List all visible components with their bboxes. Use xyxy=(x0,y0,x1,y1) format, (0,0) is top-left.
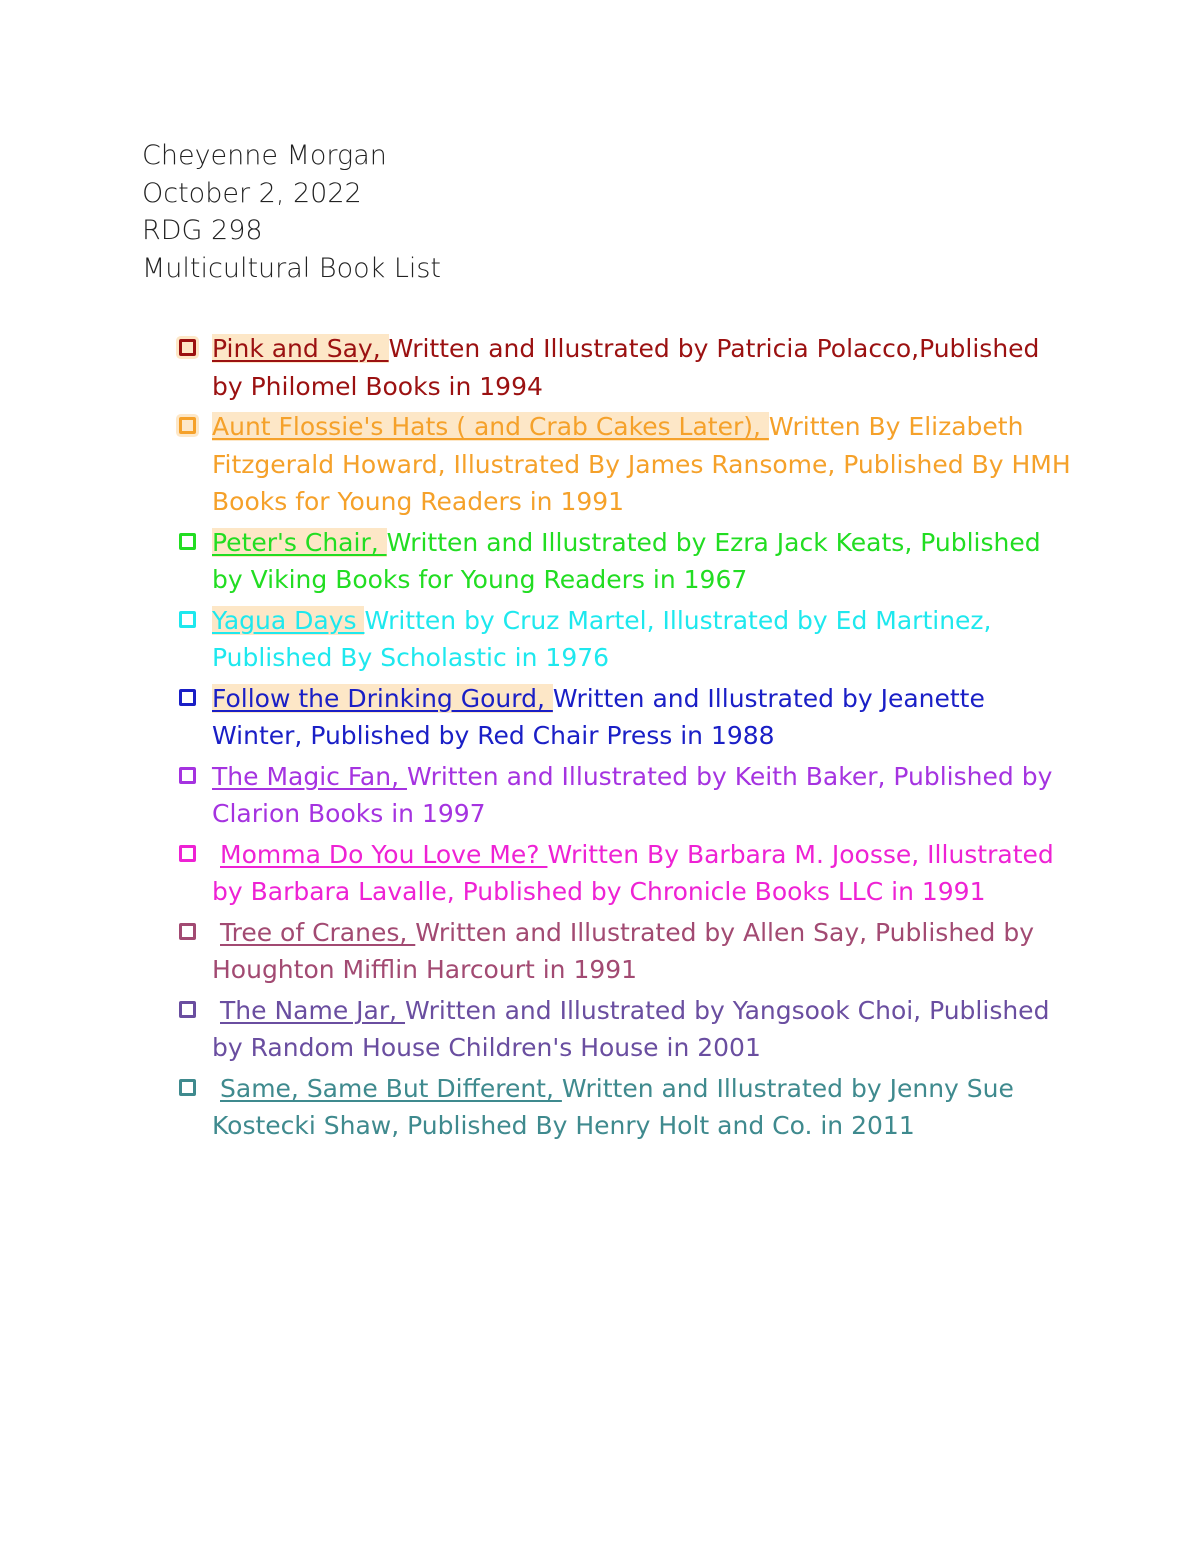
book-details: Written and Illustrated by Yangsook Choi, Published by Random House Children's House in 2001 xyxy=(212,995,1050,1062)
author-name: Cheyenne Morgan xyxy=(142,140,387,171)
book-details: Written and Illustrated by Ezra Jack Keats, Published by Viking Books for Young Readers in 1967 xyxy=(212,527,1041,594)
document-header xyxy=(142,137,441,287)
book-title[interactable]: Follow the Drinking Gourd, xyxy=(212,683,553,713)
document-title: Multicultural Book List xyxy=(142,252,442,284)
book-item xyxy=(176,330,1076,405)
book-title[interactable]: Pink and Say, xyxy=(212,334,389,363)
course-code: RDG 298 xyxy=(142,215,263,246)
book-title[interactable]: Yagua Days xyxy=(212,605,365,635)
book-title[interactable]: Aunt Flossie's Hats ( and Crab Cakes Later), xyxy=(212,412,769,441)
checkbox-icon[interactable] xyxy=(179,689,196,706)
book-details: Written and Illustrated by Allen Say, Published by Houghton Mifflin Harcourt in 1991 xyxy=(212,917,1035,984)
checkbox-icon[interactable] xyxy=(179,1001,196,1018)
book-item xyxy=(176,408,1076,521)
checkbox-icon[interactable] xyxy=(179,845,196,862)
checkbox-icon[interactable] xyxy=(179,1079,196,1096)
book-item xyxy=(176,1070,1076,1145)
book-item xyxy=(176,602,1076,677)
book-title[interactable]: The Name Jar, xyxy=(220,995,406,1025)
book-details: Written and Illustrated by Patricia Polacco,Published by Philomel Books in 1994 xyxy=(212,334,1040,401)
book-details: Written and Illustrated by Jeanette Winter, Published by Red Chair Press in 1988 xyxy=(212,683,985,750)
book-details: Written By Elizabeth Fitzgerald Howard, Illustrated By James Ransome, Published By HMH Books for Young Readers in 1991 xyxy=(212,412,1071,516)
book-title[interactable]: Momma Do You Love Me? xyxy=(220,839,548,869)
book-item xyxy=(176,914,1076,989)
book-item xyxy=(176,758,1076,833)
book-details: Written by Cruz Martel, Illustrated by Ed Martinez, Published By Scholastic in 1976 xyxy=(212,605,992,672)
book-item xyxy=(176,524,1076,599)
checkbox-icon[interactable] xyxy=(179,533,196,550)
book-details: Written and Illustrated by Jenny Sue Kostecki Shaw, Published By Henry Holt and Co. in 2011 xyxy=(212,1073,1014,1140)
book-title[interactable]: Same, Same But Different, xyxy=(220,1073,562,1103)
checkbox-icon[interactable] xyxy=(179,767,196,784)
book-item xyxy=(176,680,1076,755)
book-title[interactable]: Tree of Cranes, xyxy=(220,917,416,947)
book-title[interactable]: The Magic Fan, xyxy=(212,761,407,791)
checkbox-icon[interactable] xyxy=(179,923,196,940)
book-checklist xyxy=(176,330,1076,1148)
book-details: Written By Barbara M. Joosse, Illustrated by Barbara Lavalle, Published by Chronicle Books LLC in 1991 xyxy=(212,839,1054,906)
document-date: October 2, 2022 xyxy=(142,177,362,209)
checkbox-icon[interactable] xyxy=(179,611,196,628)
book-item xyxy=(176,992,1076,1067)
book-item xyxy=(176,836,1076,911)
checkbox-icon[interactable] xyxy=(179,417,196,434)
checkbox-icon[interactable] xyxy=(179,339,196,356)
book-title[interactable]: Peter's Chair, xyxy=(212,527,387,557)
book-details: Written and Illustrated by Keith Baker, Published by Clarion Books in 1997 xyxy=(212,761,1053,828)
